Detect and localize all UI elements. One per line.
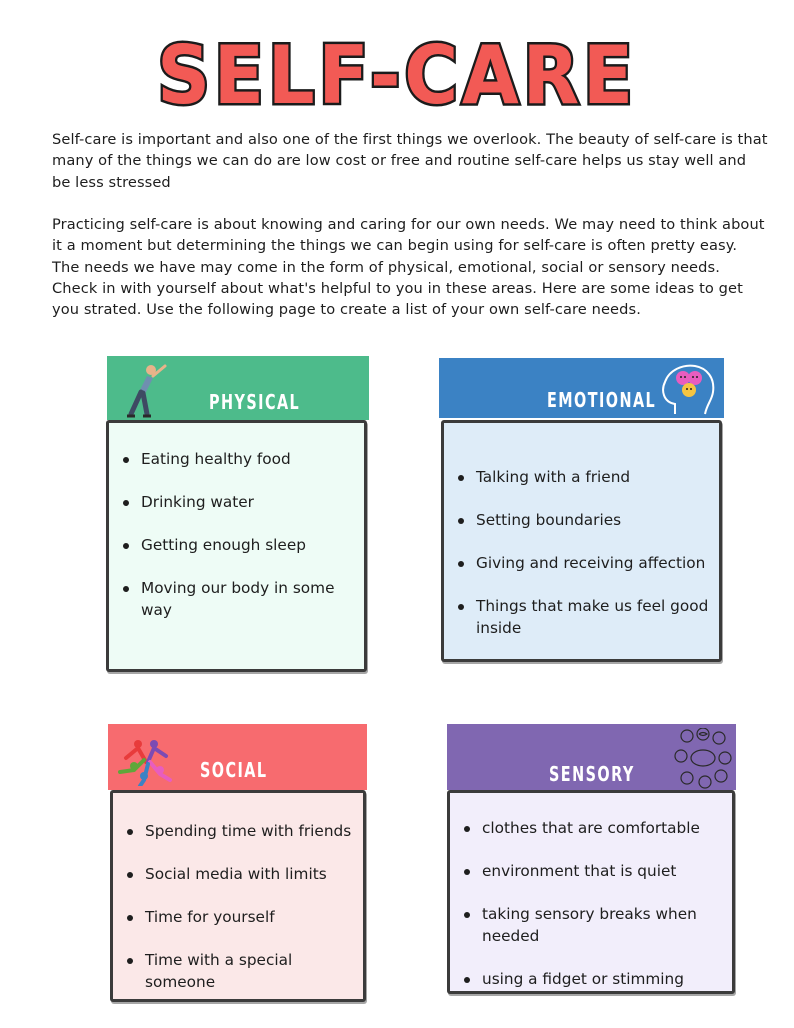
stretching-person-icon — [121, 362, 171, 418]
list-item: using a fidget or stimming — [460, 969, 722, 991]
social-card-header — [108, 724, 367, 790]
list-item: Spending time with friends — [123, 821, 353, 843]
list-item: clothes that are comfortable — [460, 818, 722, 840]
emotional-card — [441, 420, 722, 662]
social-label: SOCIAL — [200, 758, 268, 782]
emotional-label: EMOTIONAL — [547, 388, 657, 412]
emotions-head-icon — [657, 362, 719, 416]
list-item: environment that is quiet — [460, 861, 722, 883]
people-circle-icon — [116, 730, 178, 786]
list-item: Eating healthy food — [119, 449, 354, 471]
emotional-list — [454, 467, 709, 639]
sensory-label: SENSORY — [549, 762, 635, 786]
list-item: Giving and receiving affection — [454, 553, 709, 575]
list-item: Social media with limits — [123, 864, 353, 886]
senses-icon — [673, 728, 733, 790]
intro-paragraph-2: Practicing self-care is about knowing and caring for our own needs. We may need to think about it a moment but determining the things we can begin using for self-care is often pretty easy. The needs we have may come in the form of physical, emotional, social or sensory needs. Check in with yourself about what's helpful to you in these areas. Here are some ideas to get you strated. Use the following page to create a list of your own self-care needs. — [52, 216, 765, 319]
physical-list — [119, 449, 354, 621]
physical-label: PHYSICAL — [209, 390, 301, 414]
social-list — [123, 821, 353, 993]
sensory-card-header — [447, 724, 736, 790]
intro-paragraph-1: Self-care is important and also one of the first things we overlook. The beauty of self-care is that many of the things we can do are low cost or free and routine self-care helps us stay well and be less stressed — [52, 131, 768, 191]
emotional-card-header — [439, 358, 724, 418]
physical-card-header — [107, 356, 369, 420]
list-item: Talking with a friend — [454, 467, 709, 489]
list-item: Getting enough sleep — [119, 535, 354, 557]
physical-card — [106, 420, 367, 672]
page-title: SELF-CARE — [157, 29, 637, 122]
list-item: Things that make us feel good inside — [454, 596, 709, 639]
list-item: Moving our body in some way — [119, 578, 354, 621]
list-item: taking sensory breaks when needed — [460, 904, 722, 947]
social-card — [110, 790, 366, 1002]
list-item: Drinking water — [119, 492, 354, 514]
list-item: Setting boundaries — [454, 510, 709, 532]
list-item: Time with a special someone — [123, 950, 353, 993]
sensory-card — [447, 790, 735, 994]
list-item: Time for yourself — [123, 907, 353, 929]
sensory-list — [460, 818, 722, 990]
